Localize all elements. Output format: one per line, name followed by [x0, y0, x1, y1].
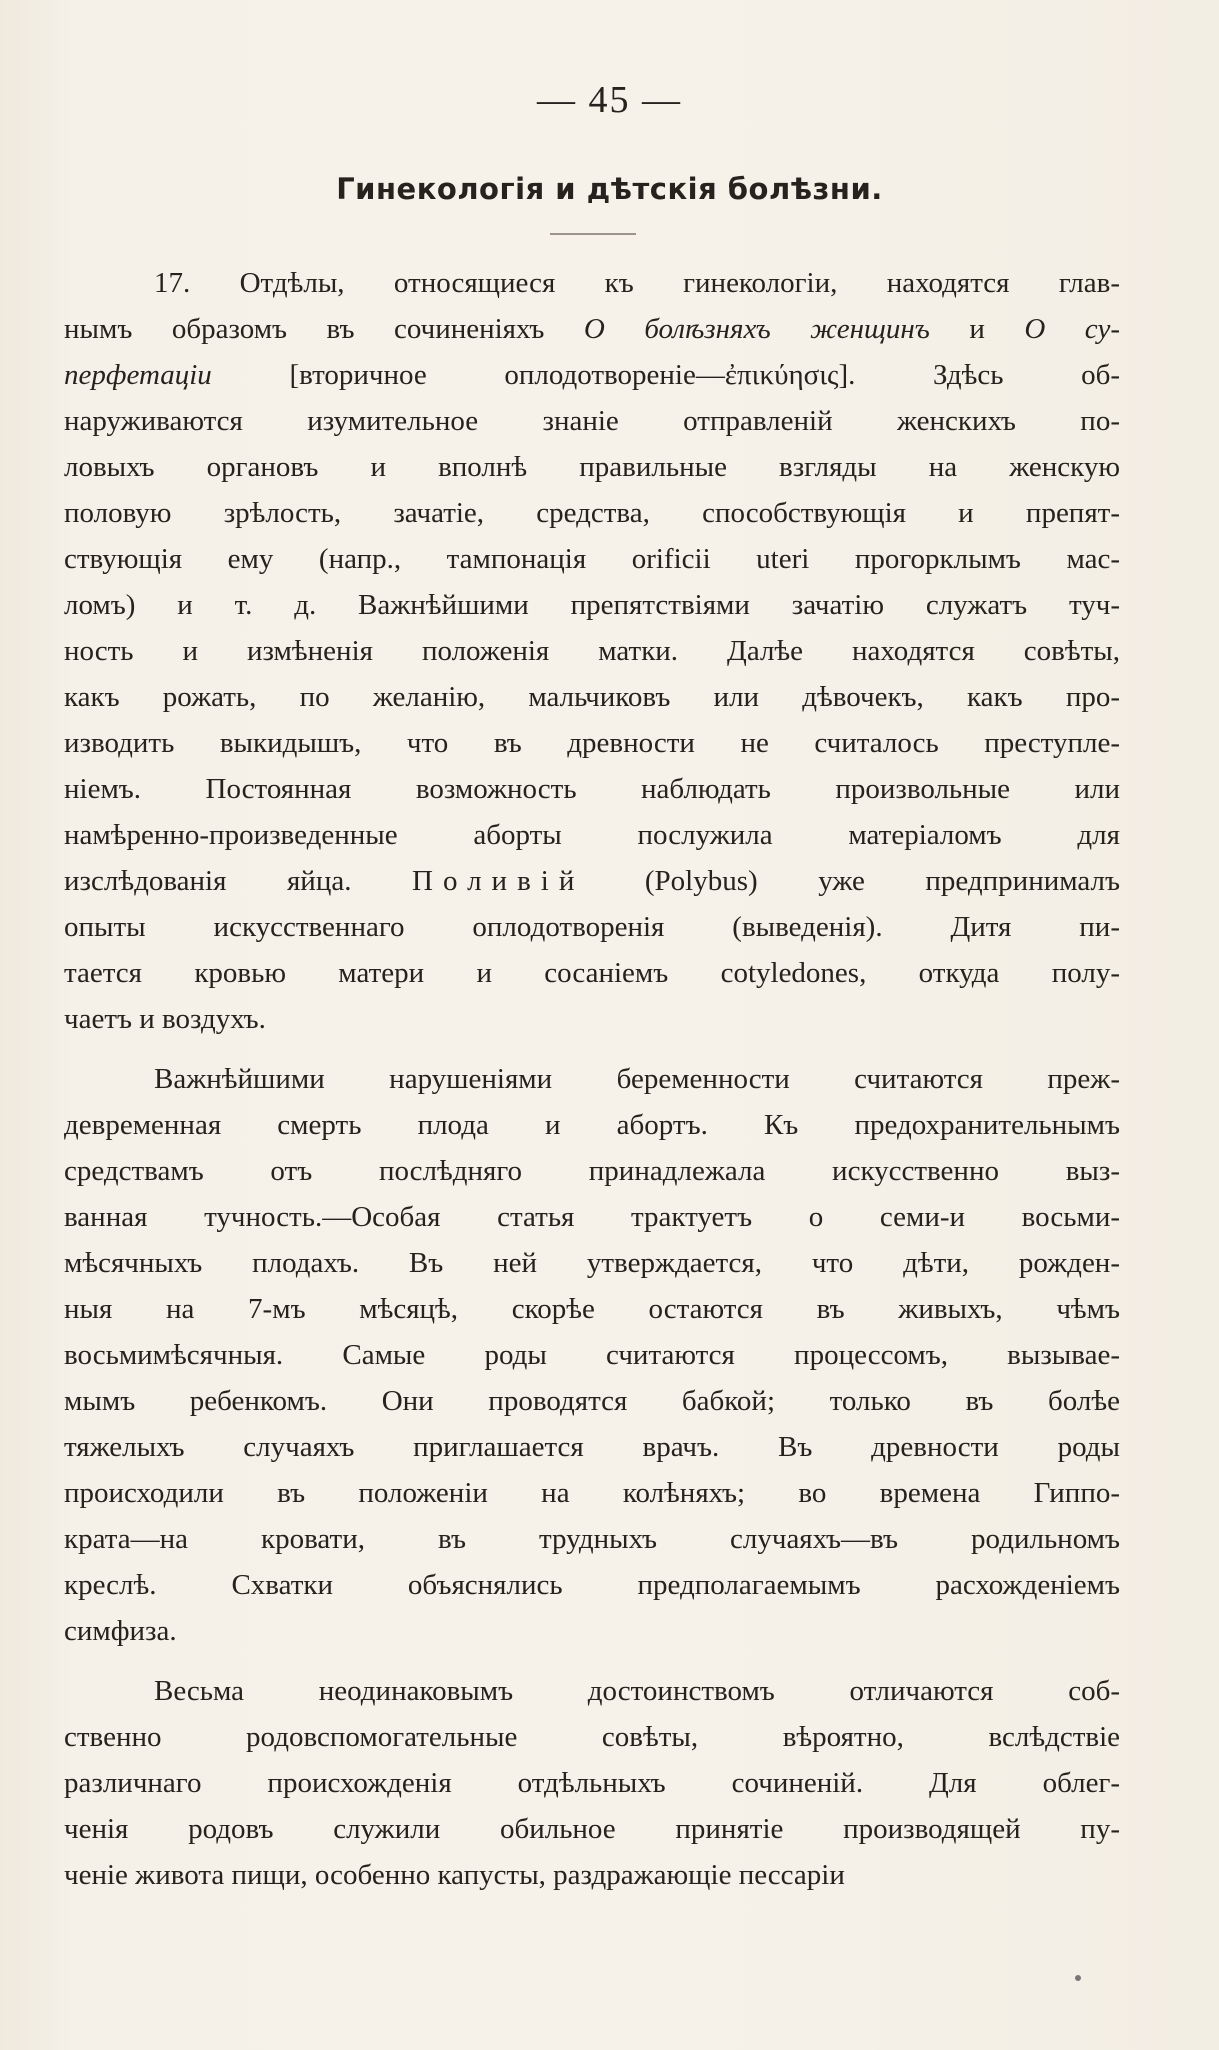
text-line — [64, 1286, 1120, 1332]
text-line — [64, 444, 1120, 490]
text-line — [64, 950, 1120, 996]
text-line — [64, 260, 1120, 306]
text-run: ствующія ему (напр., тампонація orificii uteri прогорклымъ мас- — [64, 543, 1120, 575]
text-line — [64, 1148, 1120, 1194]
text-line — [64, 674, 1120, 720]
text-run: Весьма неодинаковымъ достоинствомъ отличаются соб- — [154, 1675, 1120, 1707]
text-line — [64, 628, 1120, 674]
text-run: ніемъ. Постоянная возможность наблюдать произвольные или — [64, 773, 1120, 805]
text-line — [64, 1516, 1120, 1562]
paragraph — [64, 1668, 1120, 1898]
text-run: изслѣдованія яйца. — [64, 865, 413, 897]
text-run: нымъ образомъ въ сочиненіяхъ — [64, 313, 584, 345]
text-line — [64, 1056, 1120, 1102]
text-run: наруживаются изумительное знаніе отправленій женскихъ по- — [64, 405, 1120, 437]
text-line — [64, 1714, 1120, 1760]
text-line — [64, 1608, 1120, 1654]
text-run: ванная тучность.—Особая статья трактуетъ о семи-и восьми- — [64, 1201, 1120, 1233]
text-run: происходили въ положеніи на колѣняхъ; во времена Гиппо- — [64, 1477, 1120, 1509]
text-run: О су- — [1024, 313, 1120, 345]
text-line — [64, 582, 1120, 628]
text-run: различнаго происхожденія отдѣльныхъ сочиненій. Для облег- — [64, 1767, 1120, 1799]
text-line — [64, 536, 1120, 582]
text-line — [64, 306, 1120, 352]
text-line — [64, 1424, 1120, 1470]
text-line — [64, 1470, 1120, 1516]
text-line — [64, 904, 1120, 950]
text-run: ственно родовспомогательные совѣты, вѣроятно, вслѣдствіе — [64, 1721, 1120, 1753]
paragraph — [64, 260, 1120, 1042]
body-text — [64, 260, 1120, 1898]
text-run: О болѣзняхъ женщинъ — [583, 313, 930, 345]
text-run: [вторичное оплодотвореніе—ἐπικύησις]. Здѣсь об- — [211, 359, 1120, 391]
text-run: креслѣ. Схватки объяснялись предполагаемымъ расхожденіемъ — [64, 1569, 1120, 1601]
text-line — [64, 812, 1120, 858]
text-run: перфетаціи — [64, 359, 212, 391]
text-line — [64, 1332, 1120, 1378]
text-line — [64, 766, 1120, 812]
text-line — [64, 1852, 1120, 1898]
text-line — [64, 1102, 1120, 1148]
text-run: изводить выкидышъ, что въ древности не считалось преступле- — [64, 727, 1120, 759]
text-line — [64, 1668, 1120, 1714]
text-line — [64, 398, 1120, 444]
text-run: девременная смерть плода и абортъ. Къ предохранительнымъ — [64, 1109, 1120, 1141]
text-line — [64, 490, 1120, 536]
paragraph — [64, 1056, 1120, 1654]
text-run: крата—на кровати, въ трудныхъ случаяхъ—въ родильномъ — [64, 1523, 1120, 1555]
text-run: ломъ) и т. д. Важнѣйшими препятствіями зачатію служатъ туч- — [64, 589, 1120, 621]
text-run: Поливій — [412, 865, 585, 897]
title-divider — [550, 233, 636, 235]
text-run: ныя на 7-мъ мѣсяцѣ, скорѣе остаются въ живыхъ, чѣмъ — [64, 1293, 1120, 1325]
text-run: ченія родовъ служили обильное принятіе производящей пу- — [64, 1813, 1120, 1845]
text-run: симфиза. — [64, 1615, 177, 1647]
text-run: мѣсячныхъ плодахъ. Въ ней утверждается, что дѣти, рожден- — [64, 1247, 1120, 1279]
text-run: ченіе живота пищи, особенно капусты, раздражающіе пессаріи — [64, 1859, 845, 1891]
text-run: какъ рожать, по желанію, мальчиковъ или дѣвочекъ, какъ про- — [64, 681, 1120, 713]
text-line — [64, 1378, 1120, 1424]
paragraph-gap — [64, 1654, 1120, 1668]
text-run: тается кровью матери и сосаніемъ cotyledones, откуда полу- — [64, 957, 1120, 989]
text-run: половую зрѣлость, зачатіе, средства, способствующія и препят- — [64, 497, 1120, 529]
text-line — [64, 1240, 1120, 1286]
text-run: и — [929, 313, 1025, 345]
text-run: опыты искусственнаго оплодотворенія (выведенія). Дитя пи- — [64, 911, 1120, 943]
text-run: 17. Отдѣлы, относящиеся къ гинекологіи, находятся глав- — [154, 267, 1120, 299]
section-title: Гинекологія и дѣтскія болѣзни. — [336, 172, 883, 206]
text-run: ловыхъ органовъ и вполнѣ правильные взгляды на женскую — [64, 451, 1120, 483]
text-line — [64, 1806, 1120, 1852]
text-line — [64, 1194, 1120, 1240]
text-run: намѣренно-произведенные аборты послужила матеріаломъ для — [64, 819, 1120, 851]
paragraph-gap — [64, 1042, 1120, 1056]
text-run: мымъ ребенкомъ. Они проводятся бабкой; только въ болѣе — [64, 1385, 1120, 1417]
text-line — [64, 996, 1120, 1042]
text-run: тяжелыхъ случаяхъ приглашается врачъ. Въ древности роды — [64, 1431, 1120, 1463]
text-run: восьмимѣсячныя. Самые роды считаются процессомъ, вызывае- — [64, 1339, 1120, 1371]
text-run: (Polybus) уже предпринималъ — [584, 865, 1120, 897]
text-run: ность и измѣненія положенія матки. Далѣе находятся совѣты, — [64, 635, 1120, 667]
text-run: Важнѣйшими нарушеніями беременности считаются преж- — [154, 1063, 1120, 1095]
text-run: чаетъ и воздухъ. — [64, 1003, 266, 1035]
text-line — [64, 352, 1120, 398]
text-line — [64, 858, 1120, 904]
text-line — [64, 720, 1120, 766]
text-line — [64, 1760, 1120, 1806]
text-run: средствамъ отъ послѣдняго принадлежала искусственно выз- — [64, 1155, 1120, 1187]
page-number: — 45 — — [537, 79, 682, 121]
text-line — [64, 1562, 1120, 1608]
paper-speck — [1075, 1975, 1081, 1981]
